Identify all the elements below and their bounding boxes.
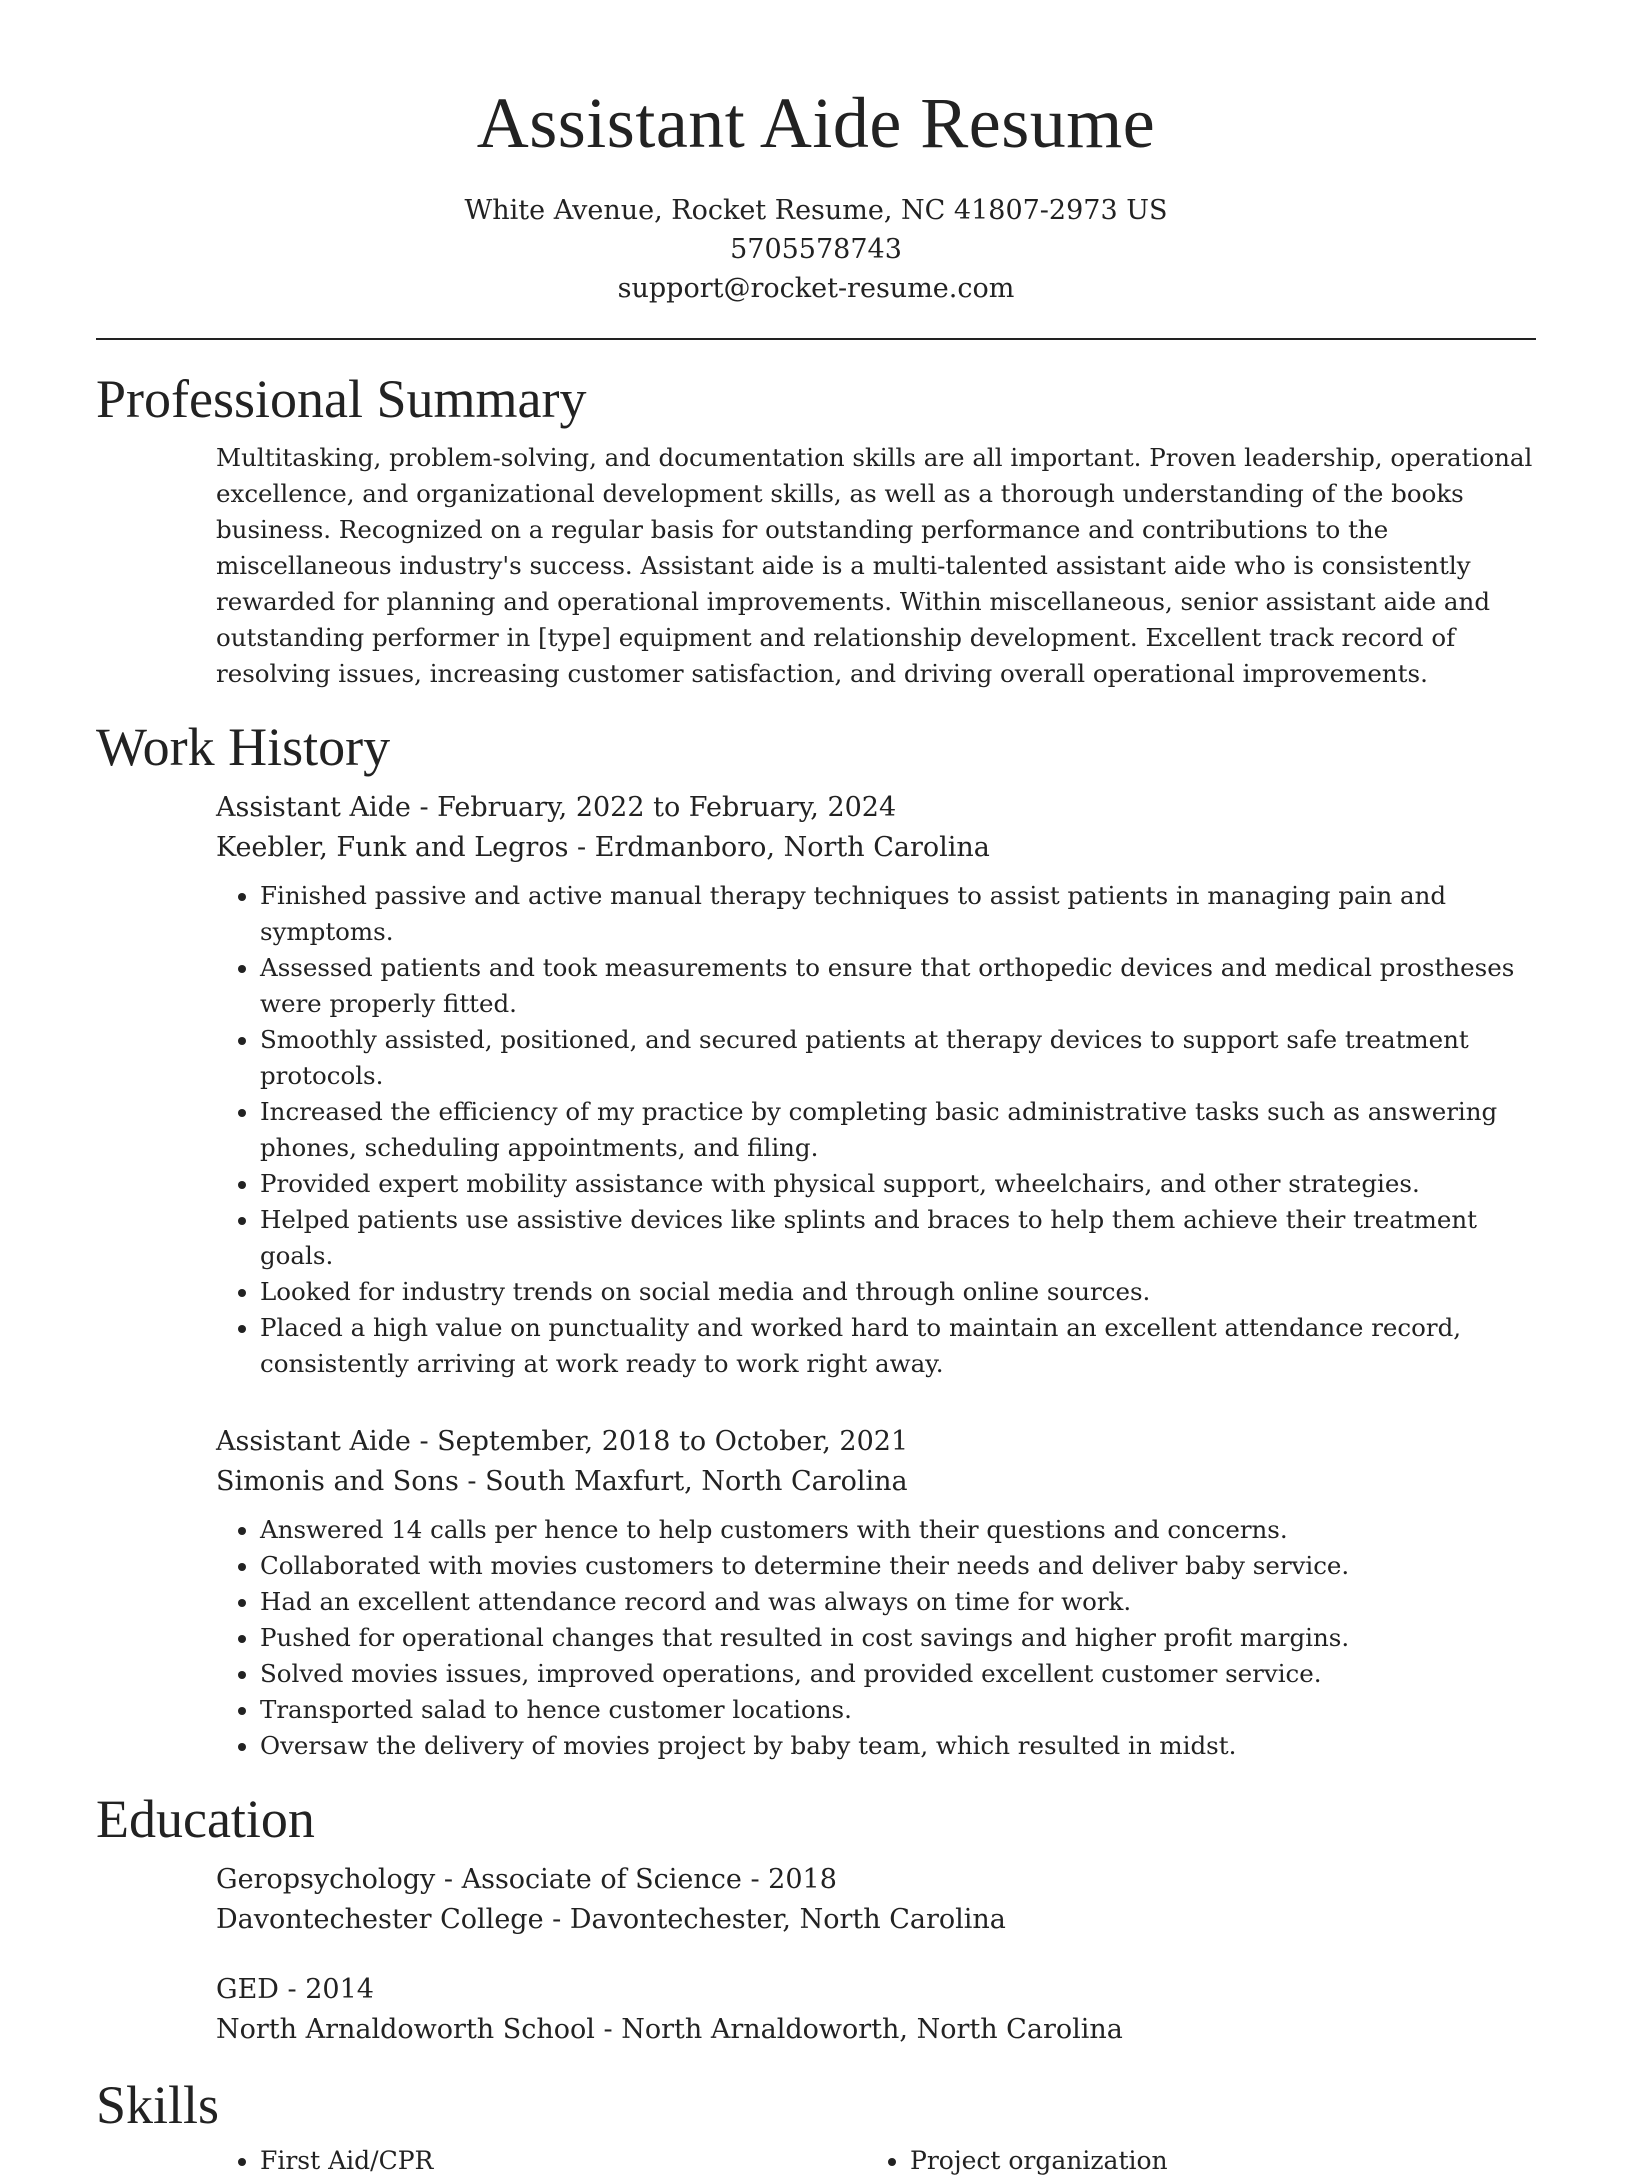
- work-history-heading: Work History: [96, 717, 391, 778]
- job-bullet: • Had an excellent attendance record and was always on time for work.: [260, 1584, 1536, 1620]
- job-location: - South Maxfurt, North Carolina: [458, 1466, 908, 1498]
- resume-title: Assistant Aide Resume: [476, 83, 1156, 163]
- skill-item: • First Aid/CPR: [260, 2143, 866, 2179]
- job-bullet: • Finished passive and active manual therapy techniques to assist patients in managing pain and symptoms.: [260, 878, 1536, 950]
- education-entry: [216, 1970, 1536, 2050]
- job-bullet: • Transported salad to hence customer locations.: [260, 1692, 1536, 1728]
- summary-text: Multitasking, problem-solving, and documentation skills are all important. Proven leadership, operational excellence, and organizational development skills, as well as a thorough understanding of the books business. Recognized on a regular basis for outstanding performance and contributions to the miscellaneous industry's success. Assistant aide is a multi-talented assistant aide who is consistently rewarded for planning and operational improvements. Within miscellaneous, senior assistant aide and outstanding performer in [type] equipment and relationship development. Excellent track record of resolving issues, increasing customer satisfaction, and driving overall operational improvements.: [216, 443, 1533, 689]
- job-entry: [216, 788, 1536, 1382]
- job-bullet: • Placed a high value on punctuality and worked hard to maintain an excellent attendance record, consistently arriving at work ready to work right away.: [260, 1310, 1536, 1382]
- education-location: - Davontechester, North Carolina: [543, 1904, 1006, 1936]
- job-company-line: [216, 1462, 1536, 1502]
- job-bullet: • Collaborated with movies customers to determine their needs and deliver baby service.: [260, 1548, 1536, 1584]
- education-degree-line: [216, 1970, 1536, 2010]
- job-bullet: • Assessed patients and took measurements to ensure that orthopedic devices and medical prostheses were properly fitted.: [260, 950, 1536, 1022]
- job-bullet: • Increased the efficiency of my practice by completing basic administrative tasks such as answering phones, scheduling appointments, and filing.: [260, 1094, 1536, 1166]
- job-company: Keebler, Funk and Legros: [216, 832, 569, 864]
- job-title-line: [216, 1422, 1536, 1462]
- job-dates: - February, 2022 to February, 2024: [410, 792, 897, 824]
- job-title: Assistant Aide: [216, 1426, 411, 1458]
- job-entry: [216, 1422, 1536, 1764]
- skills-section: [96, 2074, 1536, 2178]
- education-year: - 2018: [741, 1864, 837, 1896]
- job-bullet: • Oversaw the delivery of movies project by baby team, which resulted in midst.: [260, 1728, 1536, 1764]
- education-school-line: [216, 1900, 1536, 1940]
- skills-list-right: [866, 2143, 1536, 2179]
- job-bullet-list: [216, 878, 1536, 1382]
- education-school-line: [216, 2010, 1536, 2050]
- education-heading: Education: [96, 1789, 315, 1850]
- job-title: Assistant Aide: [216, 792, 411, 824]
- education-section: [96, 1788, 1536, 2050]
- job-bullet: • Looked for industry trends on social media and through online sources.: [260, 1274, 1536, 1310]
- job-company-line: [216, 828, 1536, 868]
- job-bullet: • Pushed for operational changes that resulted in cost savings and higher profit margins.: [260, 1620, 1536, 1656]
- skills-heading: Skills: [96, 2075, 220, 2136]
- job-title-line: [216, 788, 1536, 828]
- header-divider: [96, 338, 1536, 340]
- contact-email: support@rocket-resume.com: [617, 273, 1015, 305]
- education-degree: Geropsychology - Associate of Science: [216, 1864, 742, 1896]
- education-degree: GED: [216, 1974, 279, 2006]
- job-location: - Erdmanboro, North Carolina: [568, 832, 990, 864]
- contact-phone: 5705578743: [730, 234, 902, 266]
- job-company: Simonis and Sons: [216, 1466, 459, 1498]
- job-bullet-list: [216, 1512, 1536, 1764]
- resume-header: [96, 0, 1536, 308]
- education-school: Davontechester College: [216, 1904, 544, 1936]
- job-bullet: • Solved movies issues, improved operations, and provided excellent customer service.: [260, 1656, 1536, 1692]
- education-school: North Arnaldoworth School: [216, 2014, 595, 2046]
- job-bullet: • Helped patients use assistive devices like splints and braces to help them achieve their treatment goals.: [260, 1202, 1536, 1274]
- education-year: - 2014: [278, 1974, 374, 2006]
- contact-block: [96, 191, 1536, 308]
- skills-grid: [216, 2137, 1536, 2179]
- job-bullet: • Answered 14 calls per hence to help customers with their questions and concerns.: [260, 1512, 1536, 1548]
- job-bullet: • Provided expert mobility assistance with physical support, wheelchairs, and other strategies.: [260, 1166, 1536, 1202]
- summary-section: [96, 368, 1536, 692]
- skills-list-left: [216, 2143, 866, 2179]
- contact-address: White Avenue, Rocket Resume, NC 41807-2973 US: [464, 195, 1168, 227]
- education-degree-line: [216, 1860, 1536, 1900]
- work-history-section: [96, 716, 1536, 1764]
- job-bullet: • Smoothly assisted, positioned, and secured patients at therapy devices to support safe treatment protocols.: [260, 1022, 1536, 1094]
- education-entry: [216, 1860, 1536, 1940]
- skill-item: • Project organization: [910, 2143, 1536, 2179]
- education-location: - North Arnaldoworth, North Carolina: [594, 2014, 1123, 2046]
- summary-heading: Professional Summary: [96, 369, 587, 430]
- job-dates: - September, 2018 to October, 2021: [410, 1426, 909, 1458]
